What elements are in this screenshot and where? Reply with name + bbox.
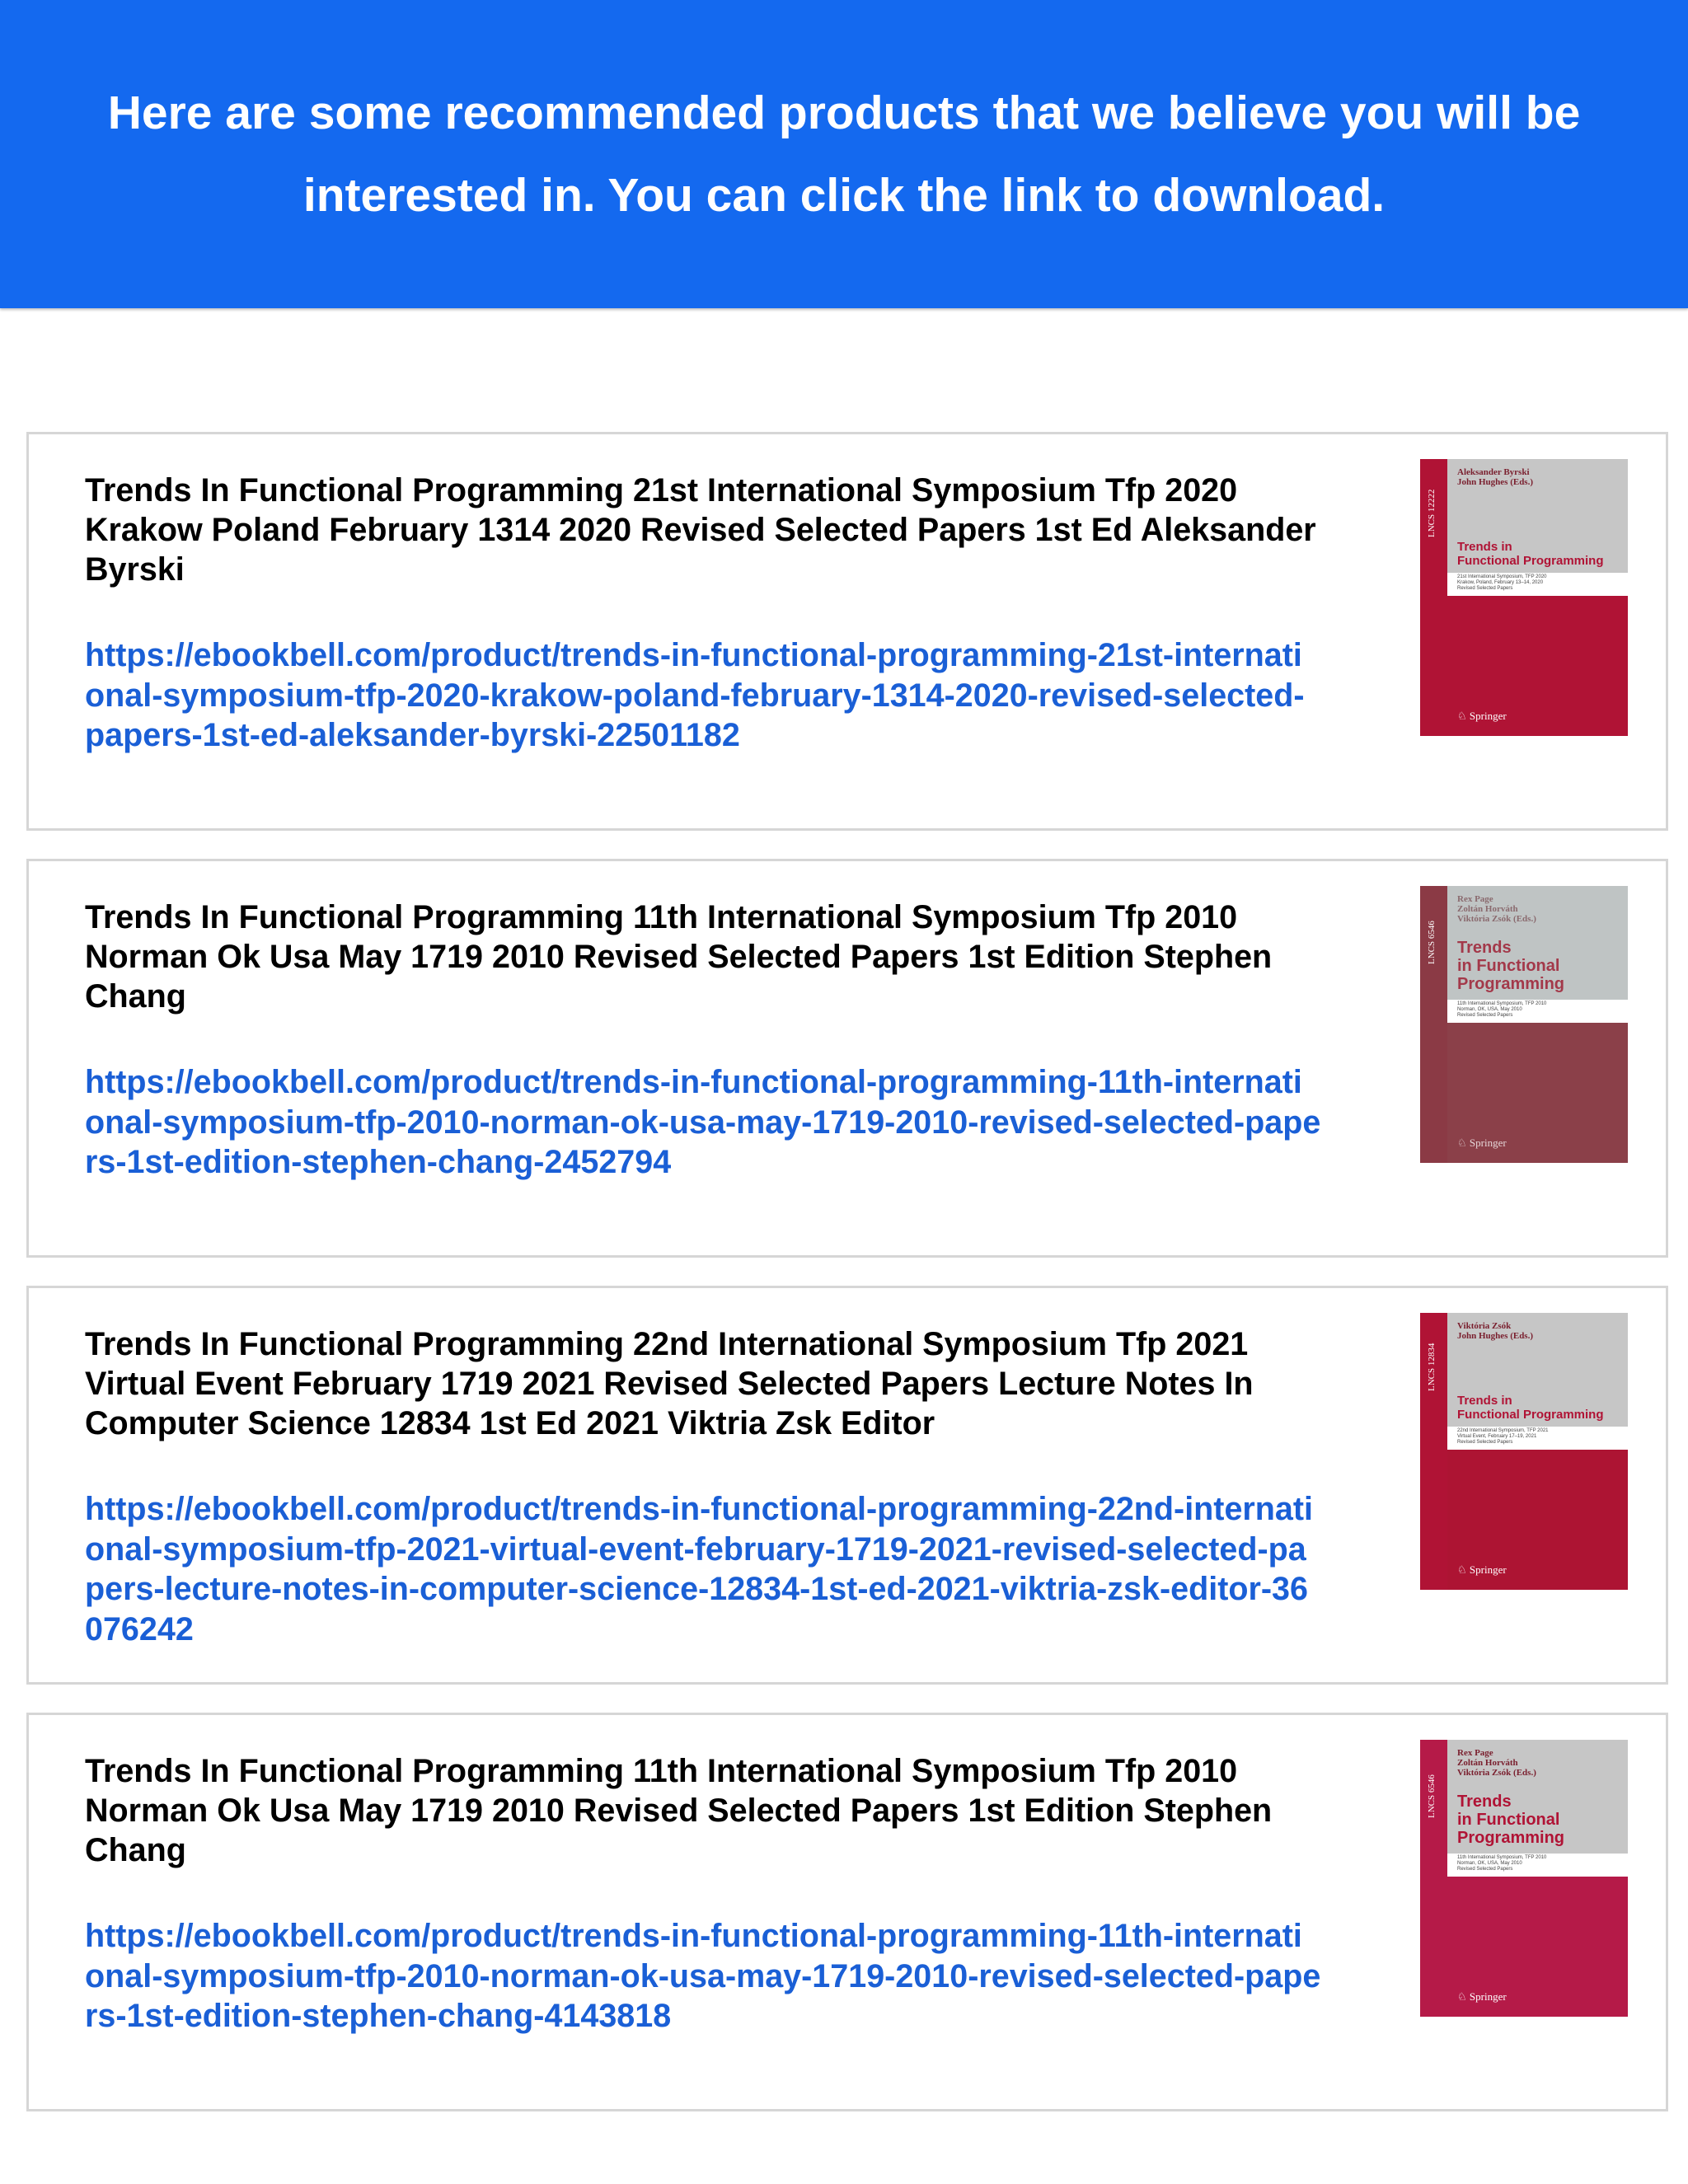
cover-top-panel <box>1447 1740 1628 1854</box>
cover-editors: Rex Page Zoltán Horváth Viktória Zsók (Eds.) <box>1457 894 1536 924</box>
cover-spine <box>1420 886 1447 1163</box>
product-card <box>26 859 1668 1258</box>
cover-series-label: LNCS 6546 <box>1427 921 1437 964</box>
cover-top-panel <box>1447 459 1628 573</box>
cover-spine <box>1420 1313 1447 1590</box>
cover-bottom-panel <box>1447 596 1628 736</box>
product-card <box>26 1713 1668 2111</box>
cover-editors: Aleksander Byrski John Hughes (Eds.) <box>1457 467 1534 487</box>
cover-subtitle: 21st International Symposium, TFP 2020 Krakow, Poland, February 13–14, 2020 Revised Selected Papers <box>1457 574 1547 591</box>
cover-publisher: ♘ Springer <box>1457 1137 1507 1149</box>
cover-bottom-panel <box>1447 1450 1628 1590</box>
cover-subtitle: 22nd International Symposium, TFP 2021 Virtual Event, February 17–19, 2021 Revised Selected Papers <box>1457 1428 1549 1445</box>
product-download-link[interactable]: https://ebookbell.com/product/trends-in-functional-programming-22nd-international-symposium-tfp-2021-virtual-event-february-1719-2021-revised-selected-papers-lecture-notes-in-computer-science-12834-1st-ed-2021-viktria-zsk-editor-36076242 <box>85 1491 1314 1647</box>
header-banner <box>0 0 1688 308</box>
cover-editors: Viktória Zsók John Hughes (Eds.) <box>1457 1321 1534 1341</box>
cover-series-label: LNCS 12834 <box>1427 1343 1437 1391</box>
product-title: Trends In Functional Programming 22nd International Symposium Tfp 2021 Virtual Event February 1719 2021 Revised Selected Papers Lecture Notes In Computer Science 12834 1st Ed 2021 Viktria Zsk Editor <box>85 1326 1254 1441</box>
product-download-link[interactable]: https://ebookbell.com/product/trends-in-functional-programming-11th-international-symposium-tfp-2010-norman-ok-usa-may-1719-2010-revised-selected-papers-1st-edition-stephen-chang-4143818 <box>85 1918 1321 2034</box>
cover-subtitle: 11th International Symposium, TFP 2010 Norman, OK, USA, May 2010 Revised Selected Papers <box>1457 1001 1547 1018</box>
cover-title: Trends in Functional Programming <box>1457 540 1604 568</box>
springer-horse-icon: ♘ <box>1457 1137 1470 1149</box>
cover-spine <box>1420 459 1447 736</box>
product-title: Trends In Functional Programming 11th International Symposium Tfp 2010 Norman Ok Usa May 1719 2010 Revised Selected Papers 1st Edition Stephen Chang <box>85 1753 1273 1868</box>
product-download-link[interactable]: https://ebookbell.com/product/trends-in-functional-programming-11th-international-symposium-tfp-2010-norman-ok-usa-may-1719-2010-revised-selected-papers-1st-edition-stephen-chang-2452794 <box>85 1064 1321 1180</box>
banner-message: Here are some recommended products that we believe you will be interested in. You can click the link to download. <box>107 87 1581 222</box>
cover-editors: Rex Page Zoltán Horváth Viktória Zsók (Eds.) <box>1457 1748 1536 1778</box>
springer-horse-icon: ♘ <box>1457 710 1470 722</box>
cover-top-panel <box>1447 886 1628 1000</box>
cover-series-label: LNCS 6546 <box>1427 1774 1437 1818</box>
book-cover-image[interactable] <box>1420 1740 1628 2017</box>
cover-spine <box>1420 1740 1447 2017</box>
product-download-link[interactable]: https://ebookbell.com/product/trends-in-functional-programming-21st-international-symposium-tfp-2020-krakow-poland-february-1314-2020-revised-selected-papers-1st-ed-aleksander-byrski-22501182 <box>85 637 1305 753</box>
book-cover-image[interactable] <box>1420 1313 1628 1590</box>
cover-bottom-panel <box>1447 1023 1628 1163</box>
cover-publisher: ♘ Springer <box>1457 710 1507 722</box>
product-title: Trends In Functional Programming 21st International Symposium Tfp 2020 Krakow Poland February 1314 2020 Revised Selected Papers 1st Ed Aleksander Byrski <box>85 472 1316 588</box>
book-cover-image[interactable] <box>1420 886 1628 1163</box>
cover-bottom-panel <box>1447 1877 1628 2017</box>
cover-publisher: ♘ Springer <box>1457 1990 1507 2003</box>
cover-title: Trends in Functional Programming <box>1457 939 1565 993</box>
springer-horse-icon: ♘ <box>1457 1990 1470 2003</box>
product-title: Trends In Functional Programming 11th International Symposium Tfp 2010 Norman Ok Usa May 1719 2010 Revised Selected Papers 1st Edition Stephen Chang <box>85 899 1273 1015</box>
cover-top-panel <box>1447 1313 1628 1427</box>
product-card <box>26 1286 1668 1685</box>
cover-subtitle: 11th International Symposium, TFP 2010 Norman, OK, USA, May 2010 Revised Selected Papers <box>1457 1855 1547 1872</box>
product-card <box>26 432 1668 831</box>
book-cover-image[interactable] <box>1420 459 1628 736</box>
cover-series-label: LNCS 12222 <box>1427 489 1437 537</box>
cover-title: Trends in Functional Programming <box>1457 1394 1604 1422</box>
springer-horse-icon: ♘ <box>1457 1563 1470 1576</box>
cover-publisher: ♘ Springer <box>1457 1563 1507 1576</box>
cover-title: Trends in Functional Programming <box>1457 1793 1565 1847</box>
